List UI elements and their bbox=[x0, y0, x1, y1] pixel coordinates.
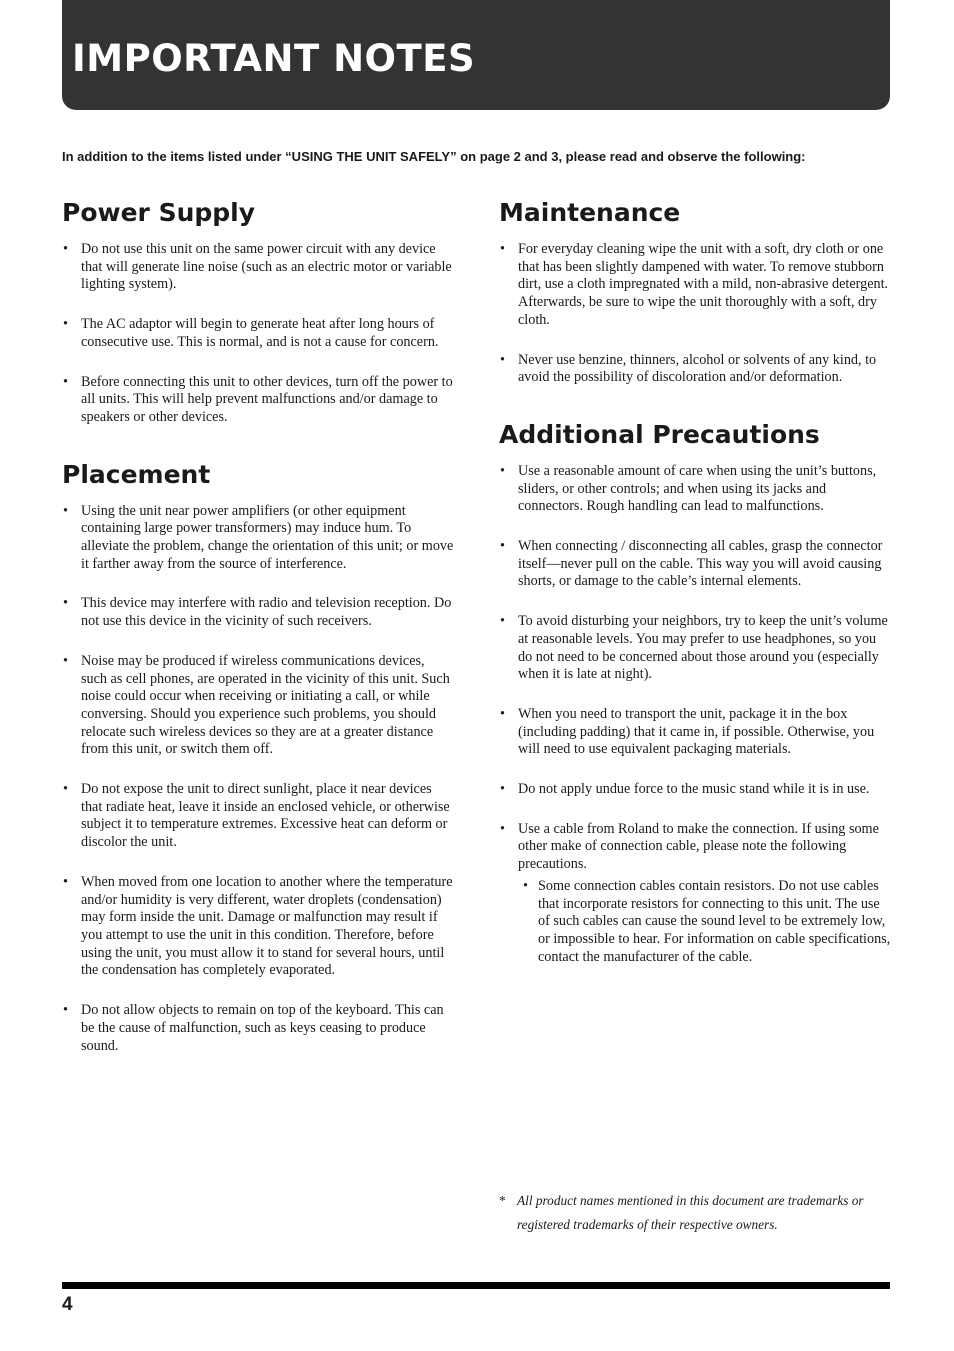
bullet: • bbox=[63, 241, 68, 257]
sub-list-item bbox=[518, 878, 891, 967]
list-item bbox=[62, 1002, 454, 1055]
page-title: IMPORTANT NOTES bbox=[72, 37, 476, 80]
list-item-text: Using the unit near power amplifiers (or other equipment containing large power transformers) may induce hum. To alleviate the problem, change the orientation of this unit; or move it farther away from the source of interference. bbox=[81, 502, 454, 572]
list-item bbox=[62, 595, 454, 630]
list-item bbox=[62, 503, 454, 574]
list-item bbox=[62, 374, 454, 427]
bullet: • bbox=[63, 1002, 68, 1019]
trademark-footnote bbox=[499, 1189, 891, 1237]
section-heading-power-supply: Power Supply bbox=[62, 198, 256, 227]
list-item bbox=[62, 653, 454, 759]
bullet: • bbox=[500, 705, 505, 722]
bullet: • bbox=[63, 873, 68, 890]
list-item bbox=[499, 463, 891, 516]
bullet: • bbox=[500, 462, 505, 479]
list-item bbox=[499, 781, 891, 799]
list-item bbox=[499, 613, 891, 684]
list-item bbox=[62, 874, 454, 980]
list-item-text: Before connecting this unit to other devices, turn off the power to all units. This will help prevent malfunctions and/or damage to speakers or other devices. bbox=[81, 373, 453, 425]
list-item-text: When connecting / disconnecting all cables, grasp the connector itself—never pull on the cable. This way you will avoid causing shorts, or damage to the cable’s internal elements. bbox=[518, 538, 883, 590]
page-number: 4 bbox=[62, 1294, 73, 1315]
list-item bbox=[62, 241, 454, 294]
list-item-text: Do not expose the unit to direct sunlight, place it near devices that radiate heat, leave it inside an enclosed vehicle, or otherwise subject it to temperature extremes. Excessive heat can deform or discolor the unit. bbox=[81, 781, 450, 851]
maintenance-list bbox=[499, 241, 891, 387]
section-heading-additional-precautions: Additional Precautions bbox=[499, 419, 820, 449]
list-item bbox=[62, 781, 454, 852]
intro-text: In addition to the items listed under “USING THE UNIT SAFELY” on page 2 and 3, please read and observe the following: bbox=[62, 149, 806, 164]
list-item bbox=[499, 821, 891, 967]
list-item-text: Use a cable from Roland to make the connection. If using some other make of connection cable, please note the following precautions. bbox=[518, 820, 879, 873]
bullet: • bbox=[63, 502, 68, 519]
sub-list bbox=[518, 878, 891, 967]
placement-list bbox=[62, 503, 454, 1056]
right-column bbox=[499, 195, 891, 966]
list-item-text: Never use benzine, thinners, alcohol or solvents of any kind, to avoid the possibility of discoloration and/or deformation. bbox=[518, 351, 877, 386]
bullet: • bbox=[500, 820, 505, 837]
list-item-text: Do not use this unit on the same power circuit with any device that will generate line noise (such as an electric motor or variable lighting system). bbox=[81, 241, 452, 293]
bullet: • bbox=[63, 781, 68, 798]
bullet: • bbox=[63, 316, 68, 333]
list-item-text: Do not apply undue force to the music stand while it is in use. bbox=[518, 781, 870, 798]
list-item bbox=[499, 352, 891, 387]
footer-rule bbox=[62, 1282, 890, 1289]
list-item-text: This device may interfere with radio and television reception. Do not use this device in the vicinity of such receivers. bbox=[81, 595, 452, 630]
list-item-text: When you need to transport the unit, package it in the box (including padding) that it came in, if possible. Otherwise, you will need to use equivalent packaging materials. bbox=[518, 705, 875, 758]
list-item bbox=[62, 316, 454, 351]
list-item-text: To avoid disturbing your neighbors, try to keep the unit’s volume at reasonable levels. You may prefer to use headphones, so you do not need to be concerned about those around you (especially when it is late at night). bbox=[518, 613, 888, 683]
bullet: • bbox=[63, 652, 68, 669]
bullet: • bbox=[500, 351, 505, 368]
section-heading-placement: Placement bbox=[62, 459, 211, 489]
list-item-text: When moved from one location to another where the temperature and/or humidity is very different, water droplets (condensation) may form inside the unit. Damage or malfunction may result if you attempt to use the unit in this condition. Therefore, before using the unit, you must allow it to stand for several hours, until the condensation has completely evaporated. bbox=[81, 873, 453, 979]
footnote-marker: * bbox=[499, 1193, 506, 1208]
footnote-text: All product names mentioned in this document are trademarks or registered trademarks of their respective owners. bbox=[517, 1193, 864, 1232]
list-item bbox=[499, 538, 891, 591]
list-item-text: Use a reasonable amount of care when using the unit’s buttons, sliders, or other controls; and when using its jacks and connectors. Rough handling can lead to malfunctions. bbox=[518, 462, 877, 515]
bullet: • bbox=[63, 595, 68, 612]
additional-precautions-list bbox=[499, 463, 891, 966]
bullet: • bbox=[523, 877, 528, 894]
sub-list-item-text: Some connection cables contain resistors. Do not use cables that incorporate resistors for connecting to this unit. The use of such cables can cause the sound level to be extremely low, or impossible to hear. For information on cable specifications, contact the manufacturer of the cable. bbox=[538, 877, 891, 965]
bullet: • bbox=[500, 538, 505, 555]
list-item bbox=[499, 241, 891, 330]
bullet: • bbox=[500, 781, 505, 798]
power-supply-list bbox=[62, 241, 454, 427]
list-item-text: The AC adaptor will begin to generate heat after long hours of consecutive use. This is normal, and is not a cause for concern. bbox=[81, 316, 439, 350]
list-item-text: For everyday cleaning wipe the unit with a soft, dry cloth or one that has been slightly dampened with water. To remove stubborn dirt, use a cloth impregnated with a mild, non-abrasive detergent. Afterwards, be sure to wipe the unit thoroughly with a soft, dry cloth. bbox=[518, 241, 889, 328]
header-banner bbox=[62, 0, 890, 110]
bullet: • bbox=[500, 241, 505, 257]
section-heading-maintenance: Maintenance bbox=[499, 198, 681, 227]
list-item-text: Noise may be produced if wireless communications devices, such as cell phones, are operated in the vicinity of this unit. Such noise could occur when receiving or initiating a call, or while conversing. Should you experience such problems, you should relocate such wireless devices so they are at a greater distance from this unit, or switch them off. bbox=[81, 652, 450, 758]
left-column bbox=[62, 195, 454, 1055]
bullet: • bbox=[500, 613, 505, 630]
bullet: • bbox=[63, 373, 68, 390]
list-item bbox=[499, 706, 891, 759]
list-item-text: Do not allow objects to remain on top of the keyboard. This can be the cause of malfunction, such as keys ceasing to produce sound. bbox=[81, 1002, 444, 1054]
